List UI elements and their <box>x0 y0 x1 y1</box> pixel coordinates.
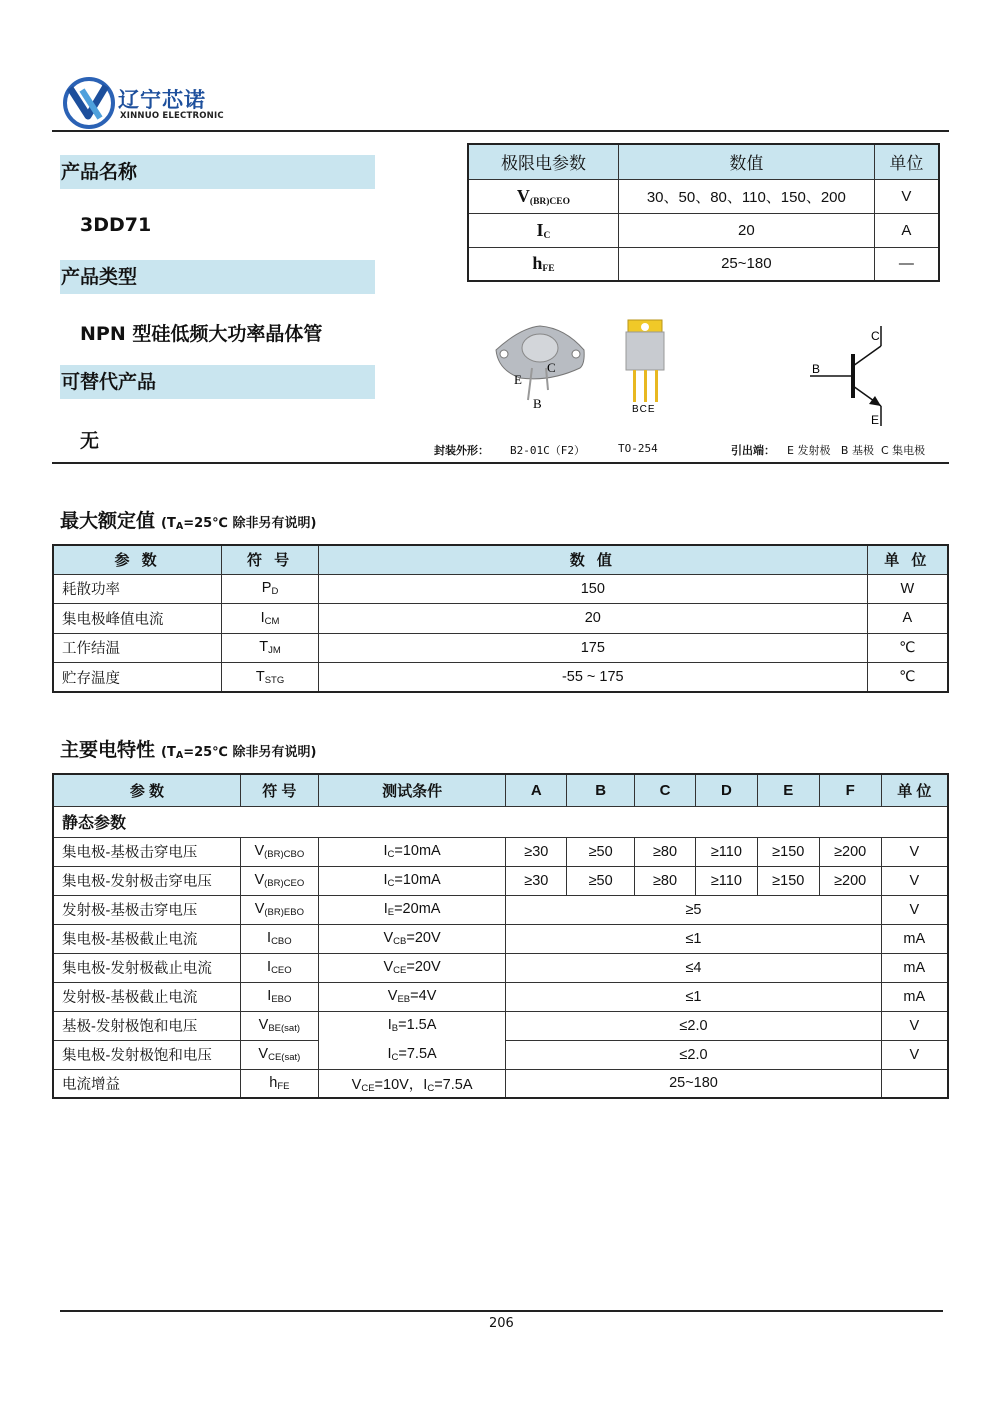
param-cell: 集电极-发射极饱和电压 <box>53 1040 240 1069</box>
value-cell: ≥150 <box>757 866 819 895</box>
electrical-characteristics-table <box>52 773 949 1099</box>
alternative-label: 可替代产品 <box>60 365 375 399</box>
symbol-cell: $V_{(BR)CEO}$ <box>240 866 318 895</box>
header-cell: 单位 <box>874 144 939 179</box>
max-ratings-table <box>52 544 949 693</box>
table-row <box>53 574 948 604</box>
footer-divider <box>60 1310 943 1312</box>
to3-pin-c-label: C <box>547 360 556 375</box>
condition-cell: $V_{CE}=10V$，$I_C=7.5A$ <box>318 1069 506 1098</box>
table-row <box>53 866 948 895</box>
table-header-row <box>468 144 939 179</box>
elec-heading <box>60 735 316 762</box>
value-cell: 150 <box>318 574 867 604</box>
product-name-value: 3DD71 <box>80 214 152 236</box>
condition-cell: $I_B=1.5A$ <box>318 1011 506 1040</box>
param-cell: $I_C$ <box>468 213 618 247</box>
header-cell: 符 号 <box>222 545 319 574</box>
header-cell: 测试条件 <box>318 774 506 806</box>
value-cell: ≥200 <box>819 837 881 866</box>
table-row <box>53 982 948 1011</box>
value-cell: 20 <box>618 213 874 247</box>
value-cell: ≥80 <box>635 837 696 866</box>
unit-cell: W <box>867 574 948 604</box>
condition-cell: $I_E=20mA$ <box>318 895 506 924</box>
header-cell: A <box>506 774 567 806</box>
symbol-cell: $I_{CBO}$ <box>240 924 318 953</box>
max-ratings-title: 最大额定值 <box>60 510 156 532</box>
unit-cell: — <box>874 247 939 281</box>
value-cell: ≤1 <box>506 982 881 1011</box>
value-cell: ≥80 <box>635 866 696 895</box>
table-row <box>53 633 948 663</box>
param-cell: $h_{FE}$ <box>468 247 618 281</box>
value-cell: -55 ~ 175 <box>318 663 867 693</box>
param-cell: 集电极-发射极击穿电压 <box>53 866 240 895</box>
value-cell: ≥30 <box>506 866 567 895</box>
condition-cell: $I_C=7.5A$ <box>318 1040 506 1069</box>
symbol-c-label: C <box>871 329 880 343</box>
header-cell: 参 数 <box>53 545 222 574</box>
symbol-cell: $I_{CEO}$ <box>240 953 318 982</box>
symbol-cell: $T_{STG}$ <box>222 663 319 693</box>
value-cell: ≥50 <box>567 866 635 895</box>
header-cell: 数值 <box>618 144 874 179</box>
value-cell: ≤2.0 <box>506 1011 881 1040</box>
package-label: 封装外形： <box>434 444 489 457</box>
max-ratings-heading <box>60 506 316 533</box>
table-row <box>468 179 939 213</box>
header-cell: E <box>757 774 819 806</box>
logo-emblem-icon <box>62 72 122 132</box>
company-name-en: XINNUO ELECTRONIC <box>120 111 224 121</box>
value-cell: ≥50 <box>567 837 635 866</box>
value-cell: ≥110 <box>695 866 757 895</box>
max-ratings-condition: ($T_A=25℃$ 除非另有说明) <box>161 516 317 532</box>
param-cell: 基极-发射极饱和电压 <box>53 1011 240 1040</box>
symbol-cell: $V_{BE(sat)}$ <box>240 1011 318 1040</box>
to254-package-image <box>616 318 676 416</box>
symbol-cell: $I_{CM}$ <box>222 604 319 634</box>
header-cell: 单 位 <box>881 774 948 806</box>
table-row <box>53 1011 948 1040</box>
param-cell: 集电极峰值电流 <box>53 604 222 634</box>
table-row <box>53 953 948 982</box>
package-name-2: TO-254 <box>618 442 658 455</box>
symbol-b-label: B <box>812 362 821 376</box>
value-cell: 25~180 <box>618 247 874 281</box>
product-name-label: 产品名称 <box>60 155 375 189</box>
header-cell: 数 值 <box>318 545 867 574</box>
param-cell: 耗散功率 <box>53 574 222 604</box>
value-cell: 30、50、80、110、150、200 <box>618 179 874 213</box>
symbol-cell: $h_{FE}$ <box>240 1069 318 1098</box>
package-name-1: B2-01C（F2） <box>510 444 585 457</box>
pins-label: 引出端： <box>731 444 775 457</box>
unit-cell: mA <box>881 953 948 982</box>
param-cell: 发射极-基极击穿电压 <box>53 895 240 924</box>
to254-pin-labels: BCE <box>632 404 656 415</box>
unit-cell: mA <box>881 924 948 953</box>
group-row <box>53 806 948 837</box>
param-cell: 集电极-基极击穿电压 <box>53 837 240 866</box>
table-row <box>468 247 939 281</box>
table-row <box>53 1069 948 1098</box>
unit-cell: V <box>881 895 948 924</box>
symbol-cell: $V_{(BR)EBO}$ <box>240 895 318 924</box>
pins-description: E 发射极 B 基极 C 集电极 <box>787 444 926 457</box>
param-cell: 贮存温度 <box>53 663 222 693</box>
company-name-cn: 辽宁芯诺 <box>118 88 206 112</box>
table-row <box>53 837 948 866</box>
value-cell: 175 <box>318 633 867 663</box>
condition-cell: $V_{EB}=4V$ <box>318 982 506 1011</box>
param-cell: 集电极-基极截止电流 <box>53 924 240 953</box>
npn-transistor-symbol <box>805 322 900 430</box>
header-cell: D <box>695 774 757 806</box>
symbol-cell: $V_{CE(sat)}$ <box>240 1040 318 1069</box>
unit-cell: V <box>881 837 948 866</box>
table-row <box>53 604 948 634</box>
unit-cell: mA <box>881 982 948 1011</box>
product-type-value: NPN 型硅低频大功率晶体管 <box>80 323 323 345</box>
elec-title: 主要电特性 <box>60 739 156 761</box>
section-divider <box>52 462 949 464</box>
group-label: 静态参数 <box>53 806 948 837</box>
unit-cell: V <box>881 866 948 895</box>
value-cell: ≥110 <box>695 837 757 866</box>
header-cell: 极限电参数 <box>468 144 618 179</box>
symbol-cell: $P_D$ <box>222 574 319 604</box>
table-header-row <box>53 545 948 574</box>
value-cell: 25~180 <box>506 1069 881 1098</box>
condition-cell: $I_C=10mA$ <box>318 837 506 866</box>
table-header-row <box>53 774 948 806</box>
param-cell: $V_{(BR)CEO}$ <box>468 179 618 213</box>
unit-cell: A <box>867 604 948 634</box>
header-cell: 单 位 <box>867 545 948 574</box>
param-cell: 工作结温 <box>53 633 222 663</box>
value-cell: ≥200 <box>819 866 881 895</box>
unit-cell: V <box>874 179 939 213</box>
symbol-e-label: E <box>871 413 880 427</box>
unit-cell <box>881 1069 948 1098</box>
symbol-cell: $I_{EBO}$ <box>240 982 318 1011</box>
header-divider <box>52 130 949 132</box>
value-cell: 20 <box>318 604 867 634</box>
param-cell: 电流增益 <box>53 1069 240 1098</box>
to3-pin-e-label: E <box>514 372 522 387</box>
symbol-cell: $T_{JM}$ <box>222 633 319 663</box>
table-row <box>53 1040 948 1069</box>
value-cell: ≥150 <box>757 837 819 866</box>
alternative-value: 无 <box>80 430 100 452</box>
table-row <box>53 924 948 953</box>
condition-cell: $V_{CB}=20V$ <box>318 924 506 953</box>
symbol-cell: $V_{(BR)CBO}$ <box>240 837 318 866</box>
value-cell: ≥5 <box>506 895 881 924</box>
header-cell: 符 号 <box>240 774 318 806</box>
table-row <box>53 895 948 924</box>
unit-cell: ℃ <box>867 663 948 693</box>
header-cell: C <box>635 774 696 806</box>
unit-cell: A <box>874 213 939 247</box>
page-number: 206 <box>489 1316 514 1331</box>
header-cell: 参 数 <box>53 774 240 806</box>
param-cell: 发射极-基极截止电流 <box>53 982 240 1011</box>
table-row <box>468 213 939 247</box>
param-cell: 集电极-发射极截止电流 <box>53 953 240 982</box>
header-cell: F <box>819 774 881 806</box>
elec-condition: ($T_A=25℃$ 除非另有说明) <box>161 745 317 761</box>
condition-cell: $V_{CE}=20V$ <box>318 953 506 982</box>
value-cell: ≥30 <box>506 837 567 866</box>
value-cell: ≤1 <box>506 924 881 953</box>
value-cell: ≤4 <box>506 953 881 982</box>
unit-cell: ℃ <box>867 633 948 663</box>
condition-cell: $I_C=10mA$ <box>318 866 506 895</box>
product-type-label: 产品类型 <box>60 260 375 294</box>
limit-params-table <box>467 143 940 282</box>
to3-pin-b-label: B <box>533 396 542 411</box>
table-row <box>53 663 948 693</box>
unit-cell: V <box>881 1011 948 1040</box>
header-cell: B <box>567 774 635 806</box>
value-cell: ≤2.0 <box>506 1040 881 1069</box>
to3-package-image <box>490 320 590 415</box>
unit-cell: V <box>881 1040 948 1069</box>
